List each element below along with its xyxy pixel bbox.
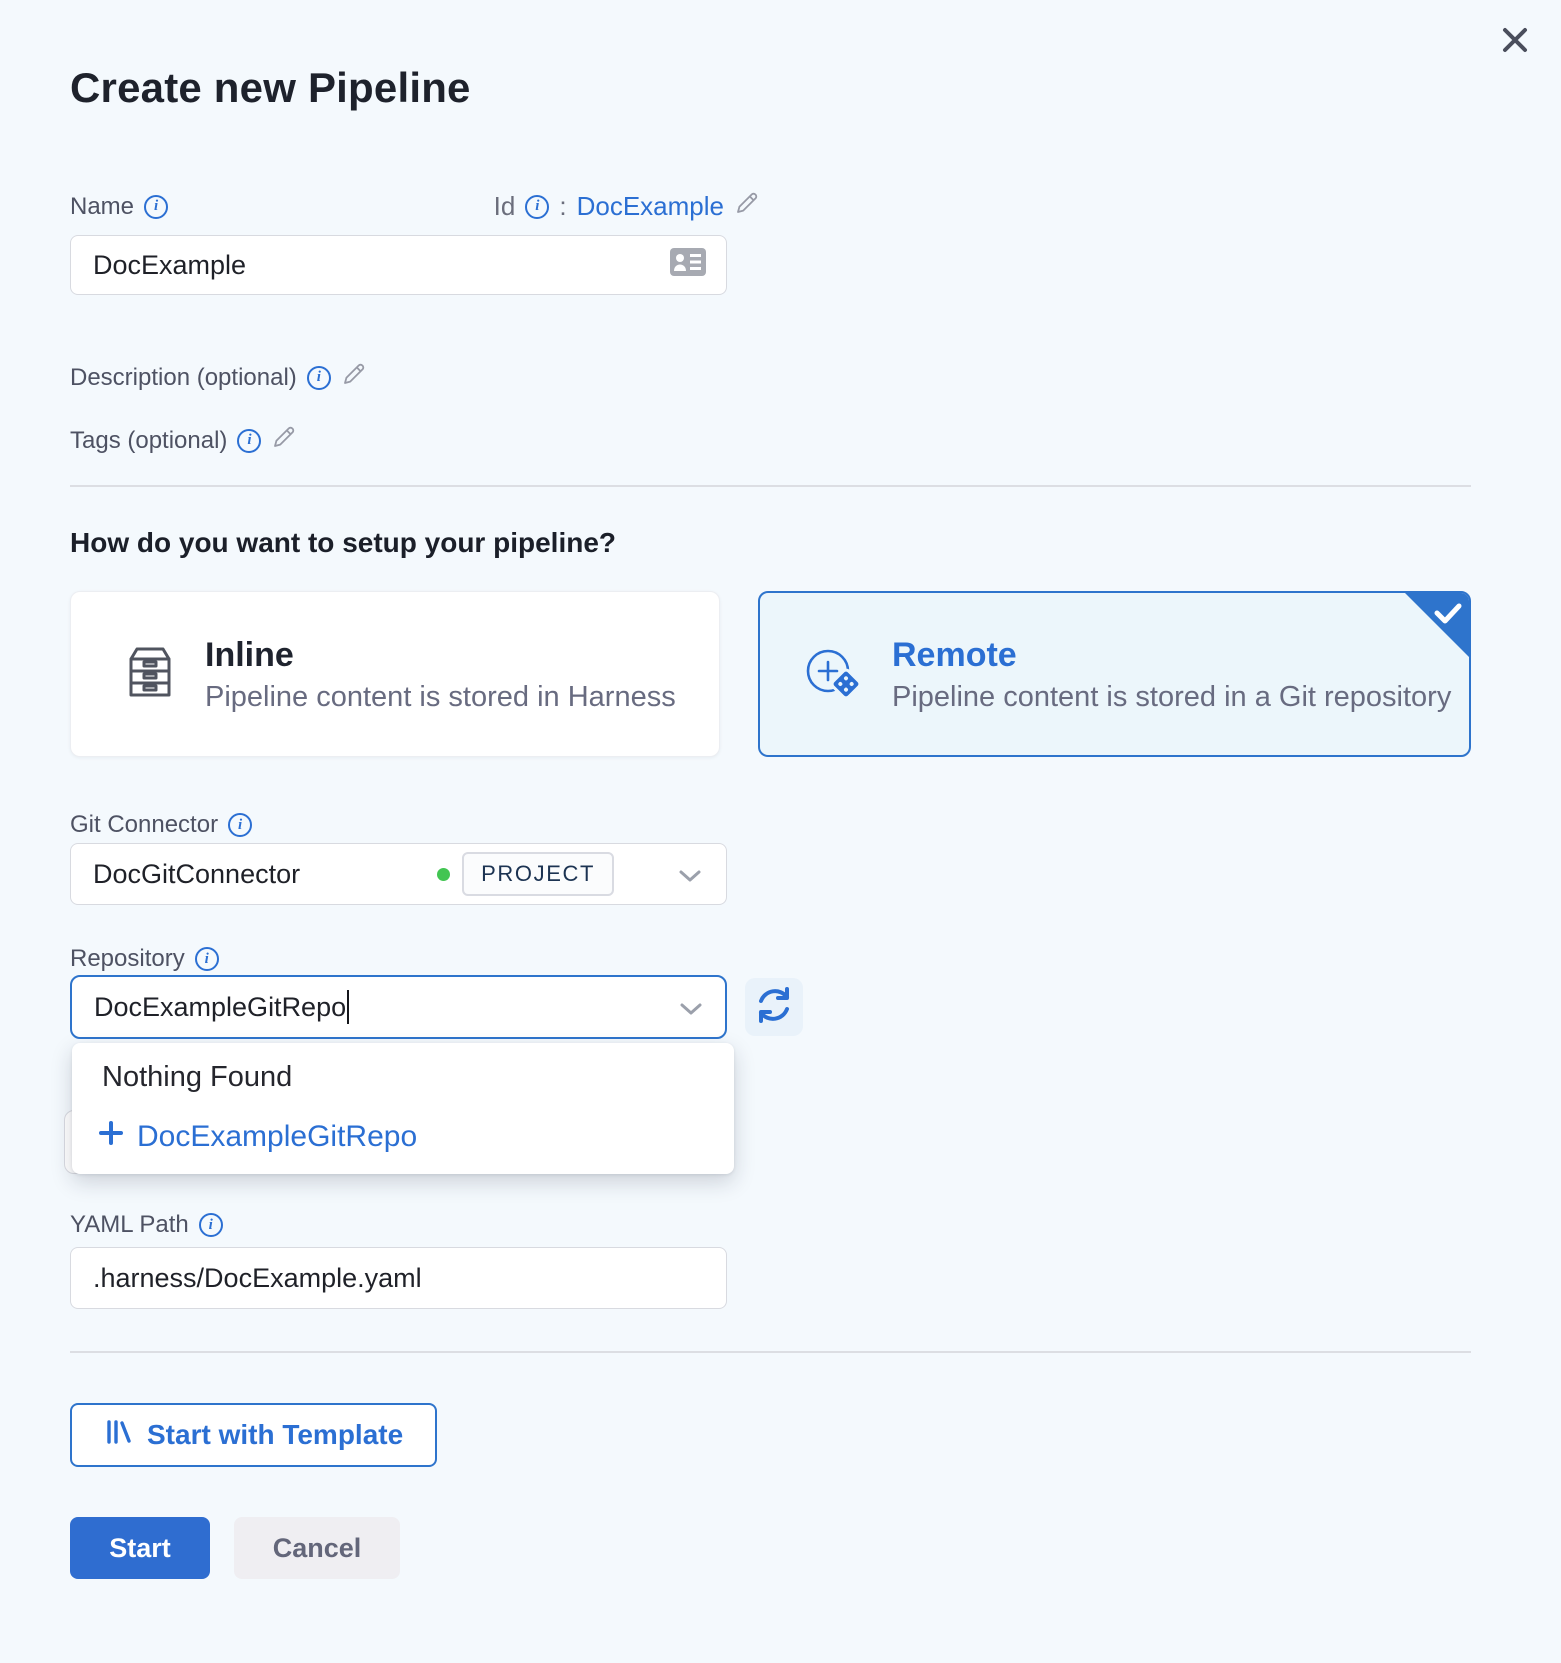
chevron-down-icon [679,992,703,1023]
edit-id-pencil-icon[interactable] [734,190,760,223]
tags-info-icon[interactable]: i [237,429,261,453]
repository-info-icon[interactable]: i [195,947,219,971]
yaml-path-info-icon[interactable]: i [199,1213,223,1237]
remote-card-title: Remote [892,636,1017,675]
remote-card-subtitle: Pipeline content is stored in a Git repository [892,680,1452,713]
divider-bottom [70,1351,1471,1353]
plus-icon [98,1120,124,1154]
start-with-template-button[interactable] [70,1403,437,1467]
name-input-value: DocExample [93,249,247,280]
git-connector-label: Git Connector [70,811,219,838]
yaml-path-value: .harness/DocExample.yaml [93,1262,422,1293]
refresh-icon [753,984,795,1031]
git-connector-select[interactable] [70,843,727,905]
inline-card-subtitle: Pipeline content is stored in Harness [205,680,676,713]
store-type-cards [70,591,1471,757]
id-label: Id [493,191,516,221]
id-separator: : [559,191,567,221]
template-icon [104,1418,132,1453]
inline-store-icon [119,643,177,706]
selected-check-icon [1433,601,1463,625]
repository-input-value: DocExampleGitRepo [94,991,347,1022]
modal-actions [70,1517,1541,1579]
page-title: Create new Pipeline [70,64,471,111]
yaml-path-label: YAML Path [70,1211,189,1238]
setup-question: How do you want to setup your pipeline? [70,527,616,558]
name-label: Name [70,192,135,220]
repository-dropdown [72,1043,734,1174]
git-connector-info-icon[interactable]: i [228,813,252,837]
tags-edit-pencil-icon[interactable] [271,424,297,457]
cancel-button[interactable]: Cancel [234,1517,400,1579]
close-button[interactable] [1493,20,1537,64]
description-info-icon[interactable]: i [307,366,331,390]
inline-store-card[interactable] [70,591,720,757]
id-info-icon[interactable]: i [525,195,549,219]
divider-top [70,485,1471,487]
dropdown-create-item[interactable] [72,1120,734,1154]
start-with-template-label: Start with Template [147,1419,404,1450]
repository-popover-area [70,1039,727,1173]
refresh-repositories-button[interactable] [745,978,803,1036]
remote-store-icon [802,642,868,707]
repository-input[interactable] [70,975,727,1039]
id-value: DocExample [576,191,724,221]
close-icon [1499,24,1531,61]
dropdown-empty-item: Nothing Found [102,1061,293,1093]
id-card-icon [670,248,706,283]
git-connector-value: DocGitConnector [93,858,301,889]
dropdown-create-label: DocExampleGitRepo [137,1120,418,1153]
name-input[interactable] [70,235,727,295]
description-edit-pencil-icon[interactable] [341,361,367,394]
tags-label: Tags (optional) [70,426,228,454]
start-button[interactable]: Start [70,1517,210,1579]
chevron-down-icon [678,859,702,890]
remote-store-card[interactable] [758,591,1471,757]
inline-card-title: Inline [205,636,294,675]
repository-label: Repository [70,945,185,972]
name-id-row [70,190,760,223]
selected-corner [1405,593,1469,657]
yaml-path-input[interactable] [70,1247,727,1309]
name-info-icon[interactable]: i [144,195,168,219]
text-caret [347,990,349,1024]
description-label: Description (optional) [70,363,297,391]
scope-badge: PROJECT [462,852,614,896]
connector-status-dot [437,868,450,881]
